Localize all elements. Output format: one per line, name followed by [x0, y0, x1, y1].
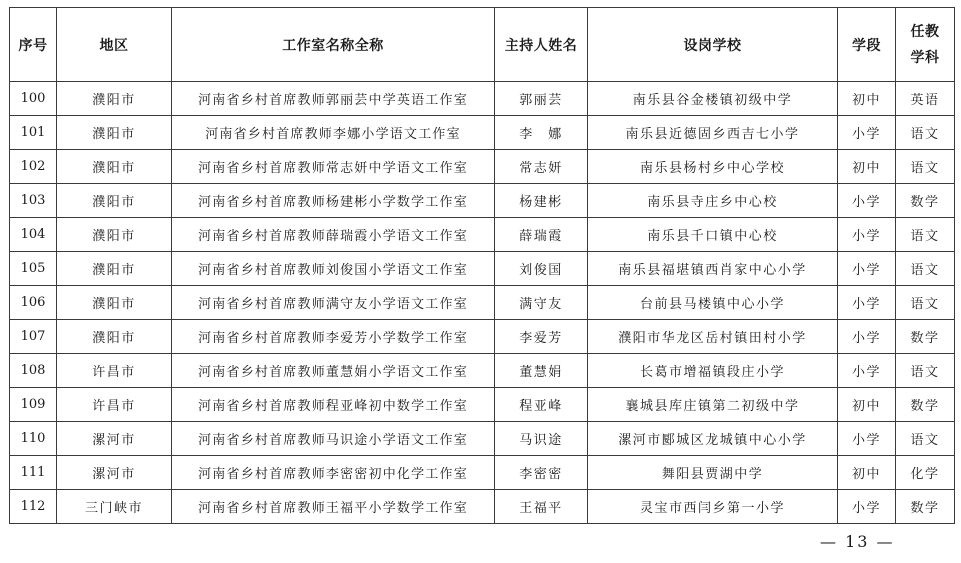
cell-subject: 语文 — [896, 354, 955, 388]
cell-seq: 108 — [10, 354, 57, 388]
cell-host: 李爱芳 — [495, 320, 588, 354]
table-row — [10, 354, 955, 388]
cell-host: 满守友 — [495, 286, 588, 320]
cell-school: 南乐县寺庄乡中心校 — [588, 184, 838, 218]
cell-subject: 语文 — [896, 116, 955, 150]
page-number: — 13 — — [820, 532, 895, 551]
cell-seq: 111 — [10, 456, 57, 490]
table-row — [10, 490, 955, 524]
cell-stage: 小学 — [838, 184, 896, 218]
cell-region: 濮阳市 — [57, 184, 172, 218]
cell-subject: 数学 — [896, 184, 955, 218]
cell-region: 濮阳市 — [57, 320, 172, 354]
cell-region: 濮阳市 — [57, 286, 172, 320]
cell-school: 漯河市郾城区龙城镇中心小学 — [588, 422, 838, 456]
cell-studio: 河南省乡村首席教师董慧娟小学语文工作室 — [172, 354, 495, 388]
cell-region: 许昌市 — [57, 388, 172, 422]
header-school: 设岗学校 — [588, 8, 838, 82]
cell-host: 马识途 — [495, 422, 588, 456]
header-studio: 工作室名称全称 — [172, 8, 495, 82]
cell-region: 濮阳市 — [57, 218, 172, 252]
cell-studio: 河南省乡村首席教师薛瑞霞小学语文工作室 — [172, 218, 495, 252]
cell-school: 南乐县杨村乡中心学校 — [588, 150, 838, 184]
header-stage: 学段 — [838, 8, 896, 82]
cell-school: 南乐县千口镇中心校 — [588, 218, 838, 252]
cell-studio: 河南省乡村首席教师刘俊国小学语文工作室 — [172, 252, 495, 286]
cell-stage: 初中 — [838, 150, 896, 184]
cell-stage: 小学 — [838, 490, 896, 524]
cell-studio: 河南省乡村首席教师满守友小学语文工作室 — [172, 286, 495, 320]
cell-studio: 河南省乡村首席教师杨建彬小学数学工作室 — [172, 184, 495, 218]
cell-studio: 河南省乡村首席教师王福平小学数学工作室 — [172, 490, 495, 524]
cell-stage: 小学 — [838, 422, 896, 456]
cell-school: 台前县马楼镇中心小学 — [588, 286, 838, 320]
cell-host: 薛瑞霞 — [495, 218, 588, 252]
cell-studio: 河南省乡村首席教师马识途小学语文工作室 — [172, 422, 495, 456]
table-row — [10, 320, 955, 354]
cell-seq: 104 — [10, 218, 57, 252]
cell-subject: 语文 — [896, 218, 955, 252]
cell-subject: 语文 — [896, 422, 955, 456]
cell-region: 三门峡市 — [57, 490, 172, 524]
cell-region: 濮阳市 — [57, 150, 172, 184]
cell-host: 李 娜 — [495, 116, 588, 150]
cell-subject: 数学 — [896, 320, 955, 354]
cell-studio: 河南省乡村首席教师郭丽芸中学英语工作室 — [172, 82, 495, 116]
cell-school: 舞阳县贾湖中学 — [588, 456, 838, 490]
table-row — [10, 116, 955, 150]
cell-host: 常志妍 — [495, 150, 588, 184]
studio-roster-table — [9, 7, 955, 524]
cell-host: 李密密 — [495, 456, 588, 490]
cell-region: 漯河市 — [57, 456, 172, 490]
cell-region: 濮阳市 — [57, 82, 172, 116]
header-region: 地区 — [57, 8, 172, 82]
cell-stage: 初中 — [838, 82, 896, 116]
cell-school: 长葛市增福镇段庄小学 — [588, 354, 838, 388]
cell-school: 南乐县近德固乡西吉七小学 — [588, 116, 838, 150]
cell-subject: 语文 — [896, 286, 955, 320]
cell-subject: 英语 — [896, 82, 955, 116]
cell-studio: 河南省乡村首席教师李密密初中化学工作室 — [172, 456, 495, 490]
cell-seq: 103 — [10, 184, 57, 218]
cell-studio: 河南省乡村首席教师程亚峰初中数学工作室 — [172, 388, 495, 422]
cell-seq: 102 — [10, 150, 57, 184]
cell-seq: 100 — [10, 82, 57, 116]
cell-region: 漯河市 — [57, 422, 172, 456]
table-row — [10, 456, 955, 490]
cell-school: 南乐县福堪镇西肖家中心小学 — [588, 252, 838, 286]
cell-seq: 101 — [10, 116, 57, 150]
cell-seq: 110 — [10, 422, 57, 456]
table-row — [10, 82, 955, 116]
header-subject-line2: 学科 — [910, 49, 940, 66]
cell-subject: 数学 — [896, 388, 955, 422]
cell-host: 王福平 — [495, 490, 588, 524]
cell-subject: 化学 — [896, 456, 955, 490]
cell-host: 刘俊国 — [495, 252, 588, 286]
cell-stage: 小学 — [838, 116, 896, 150]
table-row — [10, 218, 955, 252]
cell-host: 董慧娟 — [495, 354, 588, 388]
cell-seq: 109 — [10, 388, 57, 422]
cell-school: 濮阳市华龙区岳村镇田村小学 — [588, 320, 838, 354]
cell-seq: 107 — [10, 320, 57, 354]
header-host: 主持人姓名 — [495, 8, 588, 82]
cell-stage: 初中 — [838, 388, 896, 422]
cell-host: 程亚峰 — [495, 388, 588, 422]
table-row — [10, 388, 955, 422]
cell-host: 杨建彬 — [495, 184, 588, 218]
cell-region: 濮阳市 — [57, 252, 172, 286]
cell-stage: 小学 — [838, 252, 896, 286]
table-row — [10, 252, 955, 286]
table-row — [10, 286, 955, 320]
cell-seq: 105 — [10, 252, 57, 286]
cell-region: 许昌市 — [57, 354, 172, 388]
header-subject — [896, 8, 955, 82]
cell-stage: 小学 — [838, 354, 896, 388]
cell-seq: 106 — [10, 286, 57, 320]
cell-stage: 小学 — [838, 286, 896, 320]
cell-subject: 数学 — [896, 490, 955, 524]
cell-studio: 河南省乡村首席教师常志妍中学语文工作室 — [172, 150, 495, 184]
table-row — [10, 184, 955, 218]
header-seq: 序号 — [10, 8, 57, 82]
cell-school: 南乐县谷金楼镇初级中学 — [588, 82, 838, 116]
cell-subject: 语文 — [896, 150, 955, 184]
cell-school: 灵宝市西闫乡第一小学 — [588, 490, 838, 524]
cell-host: 郭丽芸 — [495, 82, 588, 116]
cell-school: 襄城县库庄镇第二初级中学 — [588, 388, 838, 422]
cell-seq: 112 — [10, 490, 57, 524]
table-row — [10, 422, 955, 456]
cell-studio: 河南省乡村首席教师李娜小学语文工作室 — [172, 116, 495, 150]
cell-region: 濮阳市 — [57, 116, 172, 150]
cell-stage: 小学 — [838, 320, 896, 354]
table-row — [10, 150, 955, 184]
cell-stage: 初中 — [838, 456, 896, 490]
cell-studio: 河南省乡村首席教师李爱芳小学数学工作室 — [172, 320, 495, 354]
header-subject-line1: 任教 — [910, 23, 940, 40]
table-header-row — [10, 8, 955, 82]
cell-subject: 语文 — [896, 252, 955, 286]
cell-stage: 小学 — [838, 218, 896, 252]
